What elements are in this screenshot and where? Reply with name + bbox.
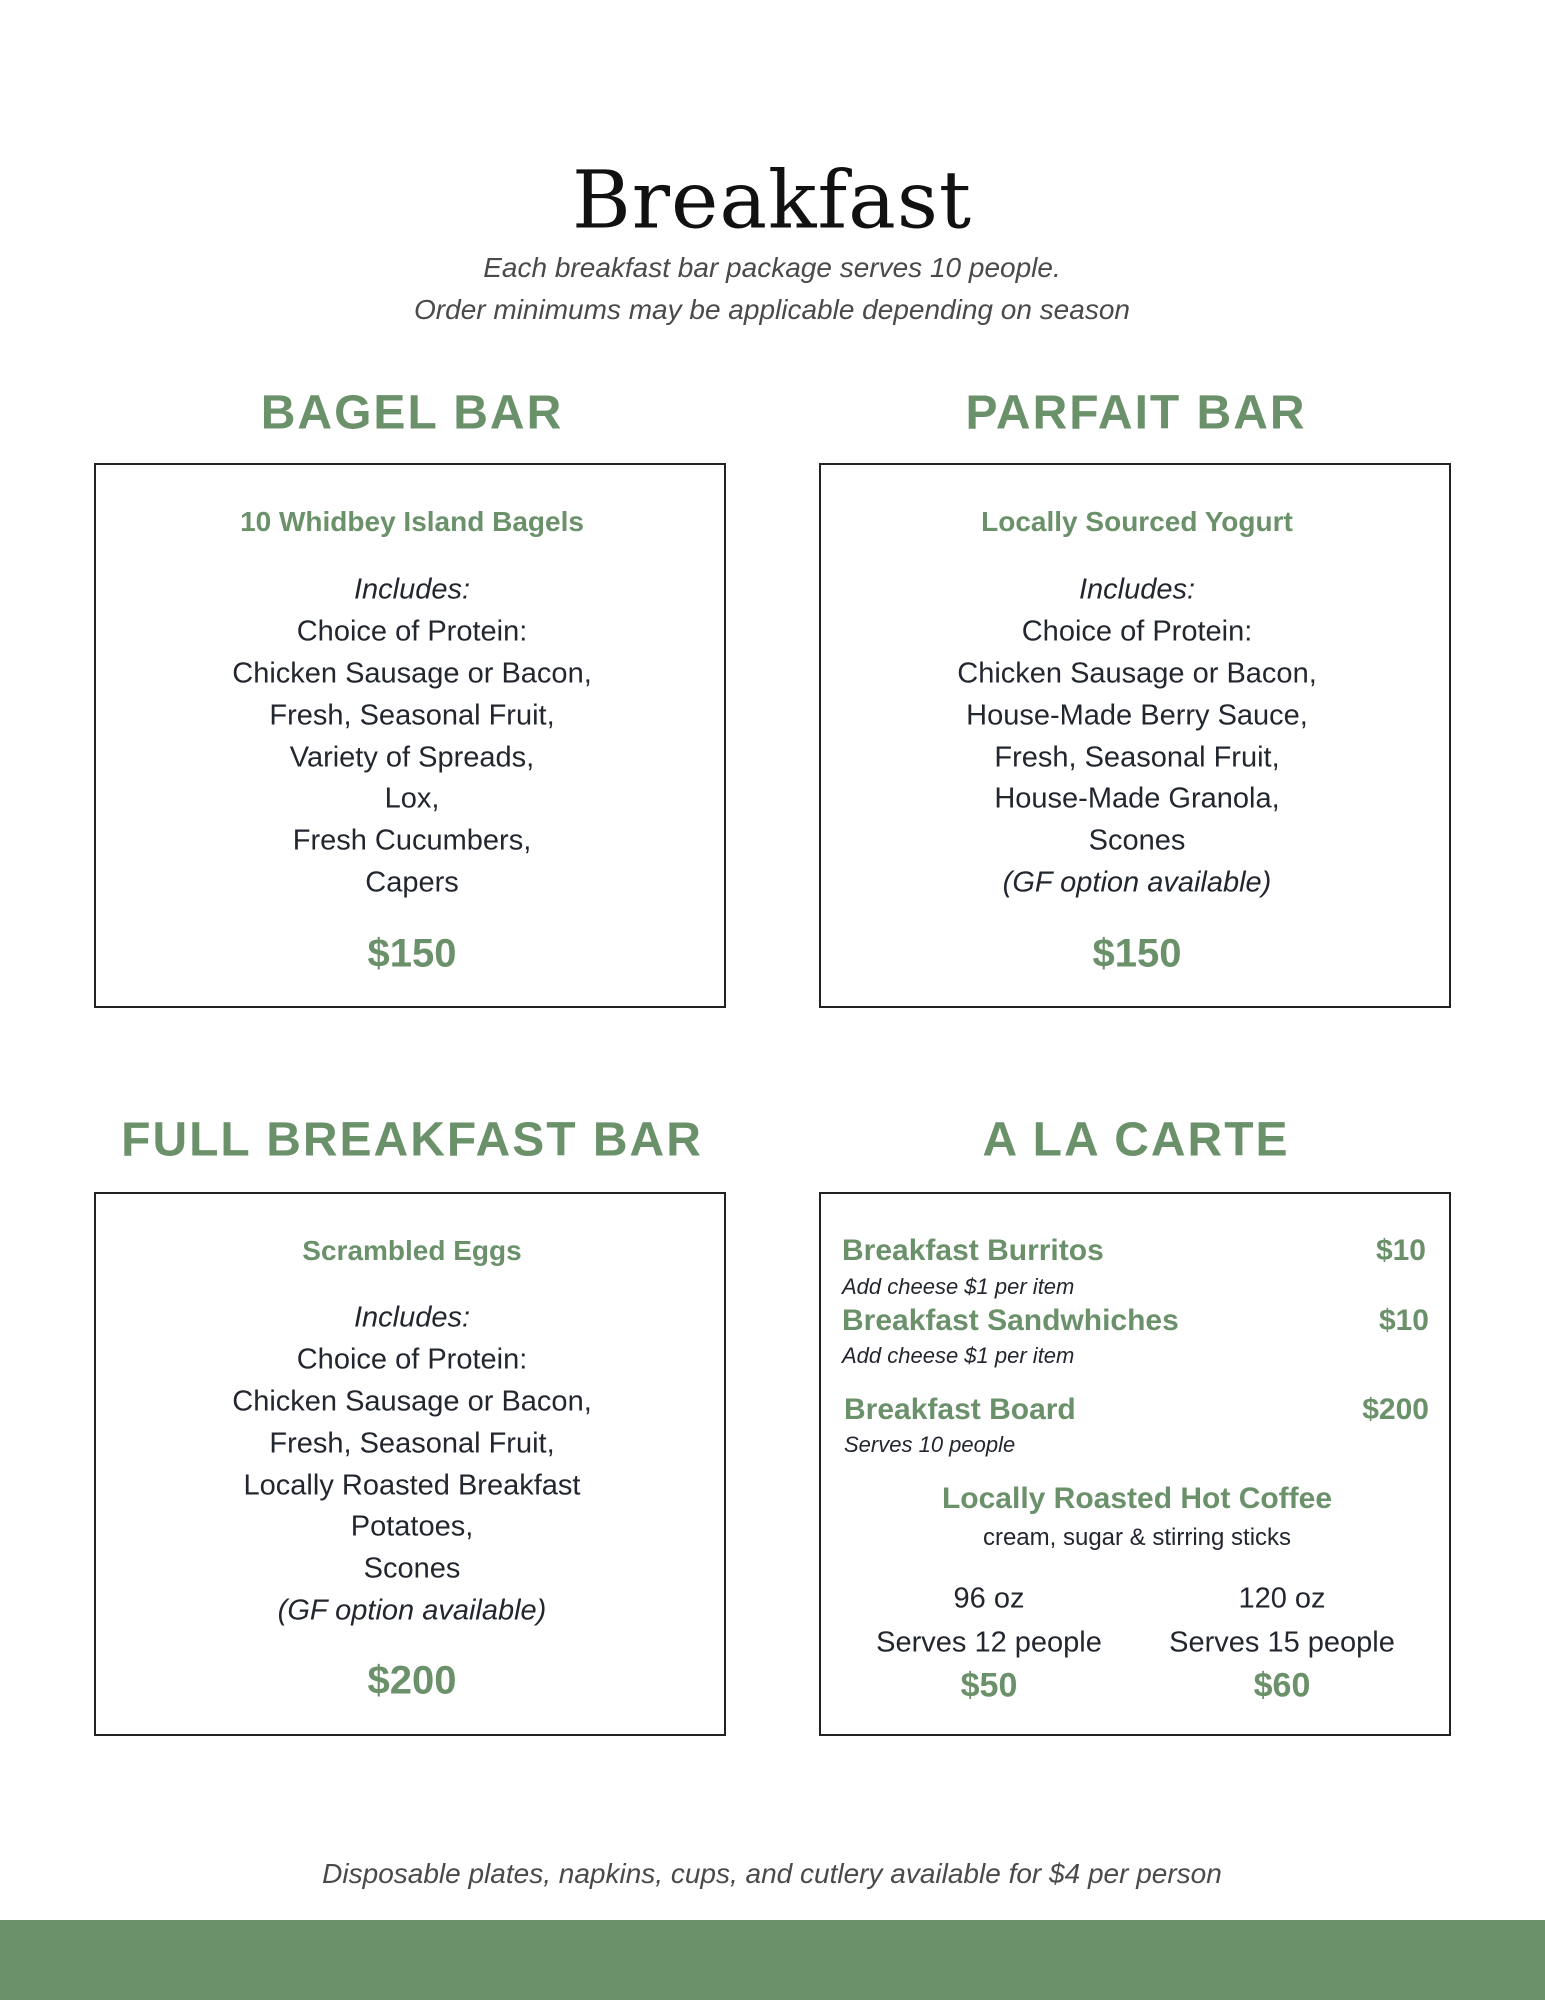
page-title: Breakfast xyxy=(571,153,973,247)
coffee-price: $50 xyxy=(960,1666,1018,1705)
coffee-serves: Serves 12 people xyxy=(876,1626,1102,1659)
item-price-sandwiches: $10 xyxy=(1378,1304,1429,1337)
package-price: $150 xyxy=(1092,931,1182,976)
package-subtitle: Locally Sourced Yogurt xyxy=(981,506,1293,537)
a-la-carte-card xyxy=(819,1192,1451,1736)
coffee-description: cream, sugar & stirring sticks xyxy=(982,1524,1292,1551)
coffee-serves: Serves 15 people xyxy=(1169,1626,1395,1659)
section-heading-parfait-bar: PARFAIT BAR xyxy=(965,386,1307,440)
item-price-burritos: $10 xyxy=(1375,1234,1426,1267)
gf-note: (GF option available) xyxy=(1002,866,1272,899)
coffee-size: 96 oz xyxy=(953,1582,1025,1615)
section-heading-a-la-carte: A LA CARTE xyxy=(982,1113,1290,1167)
intro-line-2: Order minimums may be applicable depending on season xyxy=(414,294,1130,325)
item-name-burritos: Breakfast Burritos xyxy=(842,1234,1104,1267)
include-line: Choice of Protein: xyxy=(296,615,528,648)
item-note-board: Serves 10 people xyxy=(844,1432,1016,1457)
item-note-burritos: Add cheese $1 per item xyxy=(842,1274,1075,1299)
include-line: Capers xyxy=(365,866,459,899)
package-price: $150 xyxy=(367,931,457,976)
full-breakfast-bar-card xyxy=(94,1192,726,1736)
coffee-name: Locally Roasted Hot Coffee xyxy=(941,1482,1333,1515)
footer-note: Disposable plates, napkins, cups, and cutlery available for $4 per person xyxy=(322,1858,1222,1889)
include-line: Scones xyxy=(1088,824,1186,857)
item-name-sandwiches: Breakfast Sandwhiches xyxy=(842,1304,1179,1337)
coffee-size: 120 oz xyxy=(1238,1582,1326,1615)
bagel-bar-card xyxy=(94,463,726,1008)
package-subtitle: 10 Whidbey Island Bagels xyxy=(240,506,584,537)
item-name-board: Breakfast Board xyxy=(844,1393,1076,1426)
include-line: Potatoes, xyxy=(350,1510,474,1543)
section-heading-full-breakfast-bar: FULL BREAKFAST BAR xyxy=(121,1113,703,1167)
include-line: Fresh, Seasonal Fruit, xyxy=(269,699,555,732)
include-line: Chicken Sausage or Bacon, xyxy=(232,1385,592,1418)
include-line: Lox, xyxy=(384,782,440,815)
include-line: Fresh, Seasonal Fruit, xyxy=(269,1427,555,1460)
include-line: Choice of Protein: xyxy=(296,1343,528,1376)
include-line: Choice of Protein: xyxy=(1021,615,1253,648)
item-note-sandwiches: Add cheese $1 per item xyxy=(842,1343,1075,1368)
intro-line-1: Each breakfast bar package serves 10 people. xyxy=(483,252,1061,283)
include-line: Fresh Cucumbers, xyxy=(292,824,532,857)
package-price: $200 xyxy=(367,1658,457,1703)
include-line: Fresh, Seasonal Fruit, xyxy=(994,741,1280,774)
package-subtitle: Scrambled Eggs xyxy=(302,1235,522,1266)
gf-note: (GF option available) xyxy=(277,1594,547,1627)
include-line: Chicken Sausage or Bacon, xyxy=(957,657,1317,690)
include-line: Scones xyxy=(363,1552,461,1585)
includes-label: Includes: xyxy=(353,573,471,606)
section-heading-bagel-bar: BAGEL BAR xyxy=(260,386,564,440)
includes-label: Includes: xyxy=(1078,573,1196,606)
include-line: Locally Roasted Breakfast xyxy=(243,1469,581,1502)
include-line: Variety of Spreads, xyxy=(289,741,535,774)
footer-green-bar xyxy=(0,1920,1545,2000)
include-line: House-Made Berry Sauce, xyxy=(966,699,1308,732)
coffee-price: $60 xyxy=(1253,1666,1311,1705)
includes-label: Includes: xyxy=(353,1301,471,1334)
parfait-bar-card xyxy=(819,463,1451,1008)
item-price-board: $200 xyxy=(1362,1393,1429,1426)
include-line: Chicken Sausage or Bacon, xyxy=(232,657,592,690)
include-line: House-Made Granola, xyxy=(994,782,1280,815)
